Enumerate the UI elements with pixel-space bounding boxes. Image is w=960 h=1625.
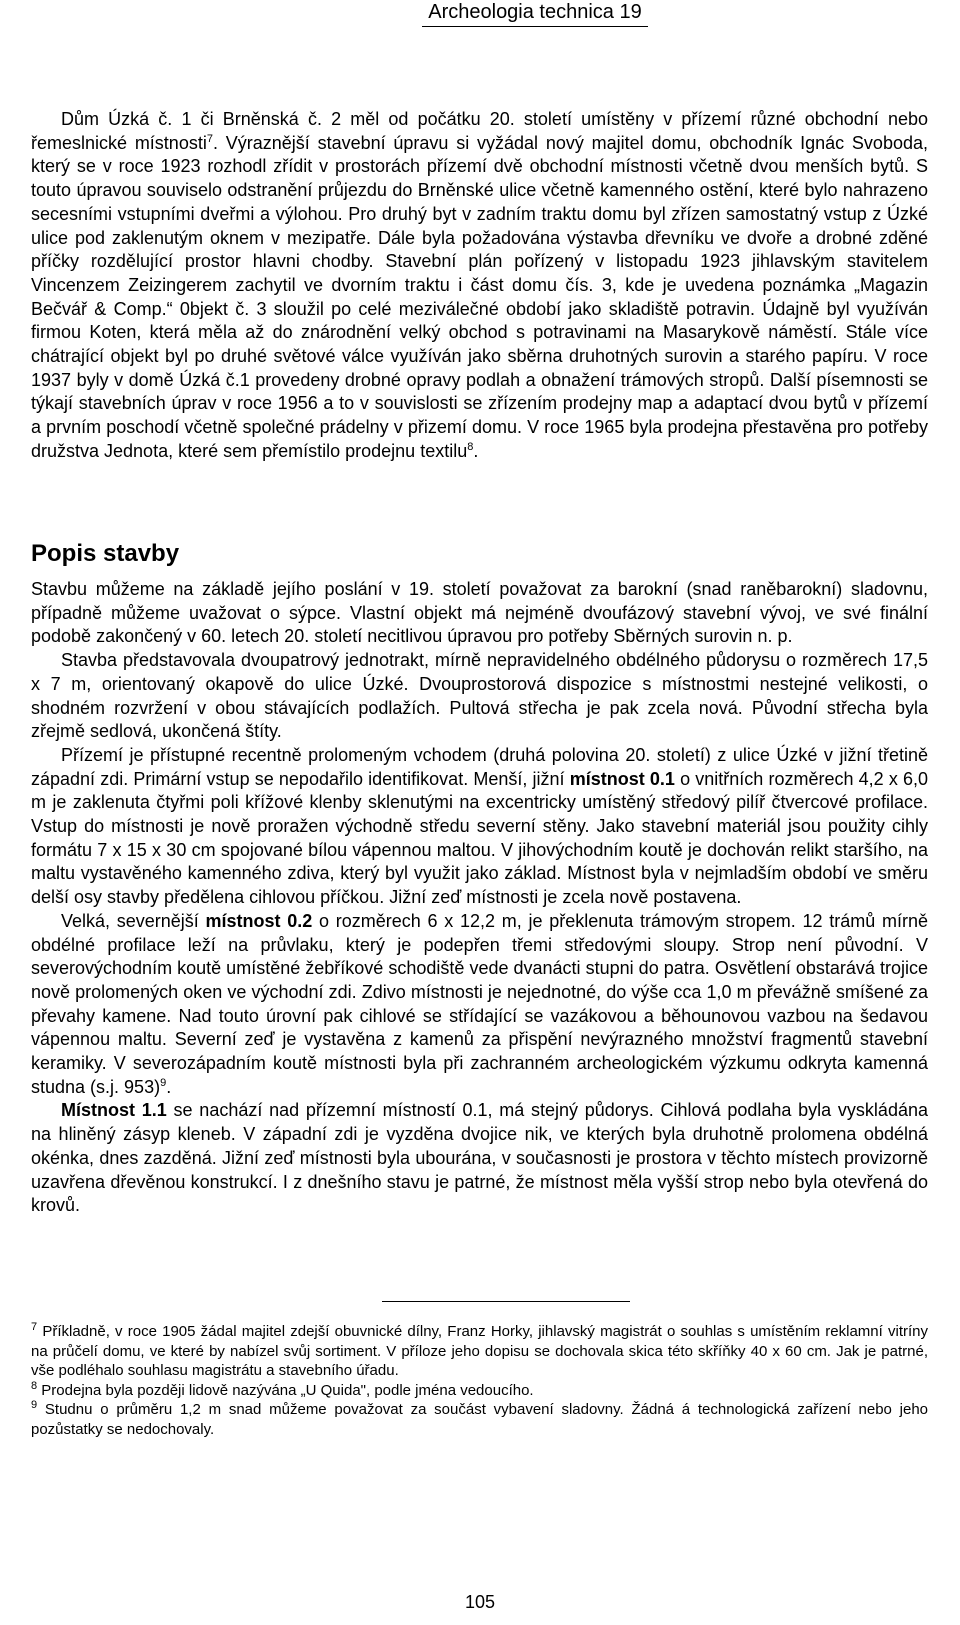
- section-heading: Popis stavby: [31, 540, 180, 567]
- text-run: Dům Úzká č. 1 či Brněnská č. 2 měl od počátku 20. století umístěny v přízemí různé obchodní nebo řemeslnické místnosti: [31, 109, 928, 153]
- footnote-number: 8: [31, 1379, 38, 1392]
- room-label: místnost 0.1: [569, 768, 675, 789]
- paragraph-room-0-2: [31, 910, 928, 1100]
- journal-title: Archeologia technica 19: [422, 0, 647, 27]
- footnote-ref-9: 9: [160, 1076, 167, 1089]
- paragraph-purpose: Stavbu můžeme na základě jejího poslání v 19. století považovat za barokní (snad raněbarokní) sladovnu, případně můžeme uvažovat o sýpce. Vlastní objekt má nejméně dvoufázový stavební vývoj, ve své finální podobě zakončený v 60. letech 20. století necitlivou úpravou pro potřeby Sběrných surovin n. p.: [31, 579, 928, 647]
- paragraph-room-0-1: [31, 744, 928, 910]
- footnote-text: Prodejna byla později lidově nazývána „U Quida", podle jména vedoucího.: [41, 1381, 534, 1399]
- text-run: .: [473, 440, 479, 461]
- footnote-separator: [382, 1301, 630, 1302]
- footnote-8: [31, 1381, 928, 1401]
- intro-section: [31, 108, 928, 464]
- footnote-text: Příkladně, v roce 1905 žádal majitel zdejší obuvnické dílny, Franz Horky, jihlavský magistrát o souhlas s umístěním reklamní vitríny na průčelí domu, ve které by nabízel svůj sortiment. V příloze jeho dopisu se dochovala skica této skříňky 40 x 60 cm. Jak je patrné, vše podléhalo souhlasu magistrátu a stavebního úřadu.: [31, 1323, 929, 1379]
- footnote-text: Studnu o průměru 1,2 m snad můžeme považovat za součást vybavení sladovny. Žádná á technologická zařízení nebo jeho pozůstatky se nedochovaly.: [31, 1401, 929, 1438]
- text-run: o vnitřních rozměrech 4,2 x 6,0 m je zaklenuta čtyřmi poli křížové klenby sklenutými na excentricky umístěný středový pilíř čtvercové profilace. Vstup do místnosti je nově proražen východně středu severní stěny. Jako stavební materiál jsou použity cihly formátu 7 x 15 x 30 cm spojované bílou vápennou maltou. V jihovýchodním koutě je dochován relikt staršího, na maltu vystavěného kamenného zdiva, který byl využit jako základ. Místnost byla v nejmladším období ve směru delší osy stavby předělena cihlovou příčkou. Jižní zeď místnosti je zcela nově postavena.: [31, 768, 928, 908]
- intro-paragraph: [31, 108, 928, 464]
- text-run: .: [166, 1076, 172, 1097]
- page-number: 105: [464, 1592, 496, 1612]
- text-run: o rozměrech 6 x 12,2 m, je překlenuta trámovým stropem. 12 trámů mírně obdélné profilace leží na průvlaku, který je podepřen třemi středovými sloupy. Strop není původní. V severovýchodním koutě umístěné žebříkové schodiště vede dvanácti stupni do patra. Osvětlení obstarává trojice nově prolomených oken ve východní zdi. Zdivo místnosti je nejednotné, do výše cca 1,0 m převážně smíšené za převahy kamene. Nad touto úrovní pak cihlové se střídající se vazákovou a běhounovou vazbou na šedavou vápennou maltu. Severní zeď je vystavěna z kamenů za přispění nevýrazného množství fragmentů stavební keramiky. V severozápadním koutě místnosti byla při zachranném archeologickém výzkumu odkryta kamenná studna (s.j. 953): [31, 910, 928, 1097]
- footnotes: [31, 1322, 928, 1439]
- text-run: . Výraznější stavební úpravu si vyžádal nový majitel domu, obchodník Ignác Svoboda, který se v roce 1923 rozhodl zřídit v prostorách přízemí dvě obchodní místnosti včetně dvou menších bytů. S touto úpravou souviselo odstranění průjezdu do Brněnské ulice včetně kamenného ostění, které bylo nahrazeno secesními vstupními dveřmi a výlohou. Pro druhý byt v zadním traktu domu byl zřízen samostatný vstup z Úzké ulice pod zaklenutým oknem v mezipatře. Dále byla požadována výstavba dřevníku ve dvoře a drobné zděné příčky rozdělující prostor hlavni chodby. Stavební plán pořízený v listopadu 1923 jihlavským stavitelem Vincenzem Zeizingerem zachytil ve dvorním traktu i část domu čís. 3, kde je uvedena poznámka „Magazin Bečvář & Comp.“ 0bjekt č. 3 sloužil po celé meziválečné období jako skladiště potravin. Údajně byl využíván firmou Koten, která měla až do znárodnění velký obchod s potravinami na Masarykově náměstí. Stále více chátrající objekt byl po druhé světové válce využíván jako sběrna druhotných surovin a starého papíru. V roce 1937 byly v domě Úzká č.1 provedeny drobné opravy podlah a obnažení trámových stropů. Další písemnosti se týkají stavebních úprav v roce 1956 a to v souvislosti se zřízením prodejny map a adaptací dvou bytů v přízemí a prvním poschodí včetně společné prádelny v přizemí domu. V roce 1965 byla prodejna přestavěna pro potřeby družstva Jednota, které sem přemístilo prodejnu textilu: [31, 132, 928, 461]
- text-run: Velká, severnější: [61, 910, 206, 931]
- footnote-ref-8: 8: [467, 440, 474, 453]
- text-run: se nachází nad přízemní místností 0.1, má stejný půdorys. Cihlová podlaha byla vyskládána na hliněný zásyp kleneb. V západní zdi je vyzděna dvojice nik, ve kterých byla druhotně prolomena obdélná okénka, dnes zazděná. Jižní zeď místnosti byla ubourána, v současnosti je prostora v těchto místech provizorně uzavřena dřevěnou konstrukcí. I z dnešního stavu je patrné, že místnost měla vyšší strop nebo byla otevřená do krovů.: [31, 1100, 928, 1216]
- paragraph-building: Stavba představovala dvoupatrový jednotrakt, mírně nepravidelného obdélného půdorysu o rozměrech 17,5 x 7 m, orientovaný okapově do ulice Úzké. Dvouprostorová dispozice s místnostmi nestejné velikosti, o shodném rozvržení v obou stávajících podlažích. Pultová střecha je pak zcela nová. Původní střecha byla zřejmě sedlová, ukončená štíty.: [31, 650, 928, 742]
- footnote-7: [31, 1322, 928, 1381]
- footnote-9: [31, 1400, 928, 1439]
- description-section: [31, 578, 928, 1218]
- footnote-number: 9: [31, 1399, 38, 1411]
- room-label: místnost 0.2: [205, 910, 313, 931]
- text-run: Přízemí je přístupné recentně prolomeným vchodem (druhá polovina 20. století) z ulice Úzké v jižní třetině západní zdi. Primární vstup se nepodařilo identifikovat. Menší, jižní: [31, 744, 928, 789]
- paragraph-room-1-1: [31, 1099, 928, 1218]
- footnote-ref-7: 7: [206, 132, 213, 145]
- room-label: Místnost 1.1: [61, 1100, 167, 1121]
- running-header: [0, 0, 960, 27]
- footnote-number: 7: [31, 1321, 38, 1333]
